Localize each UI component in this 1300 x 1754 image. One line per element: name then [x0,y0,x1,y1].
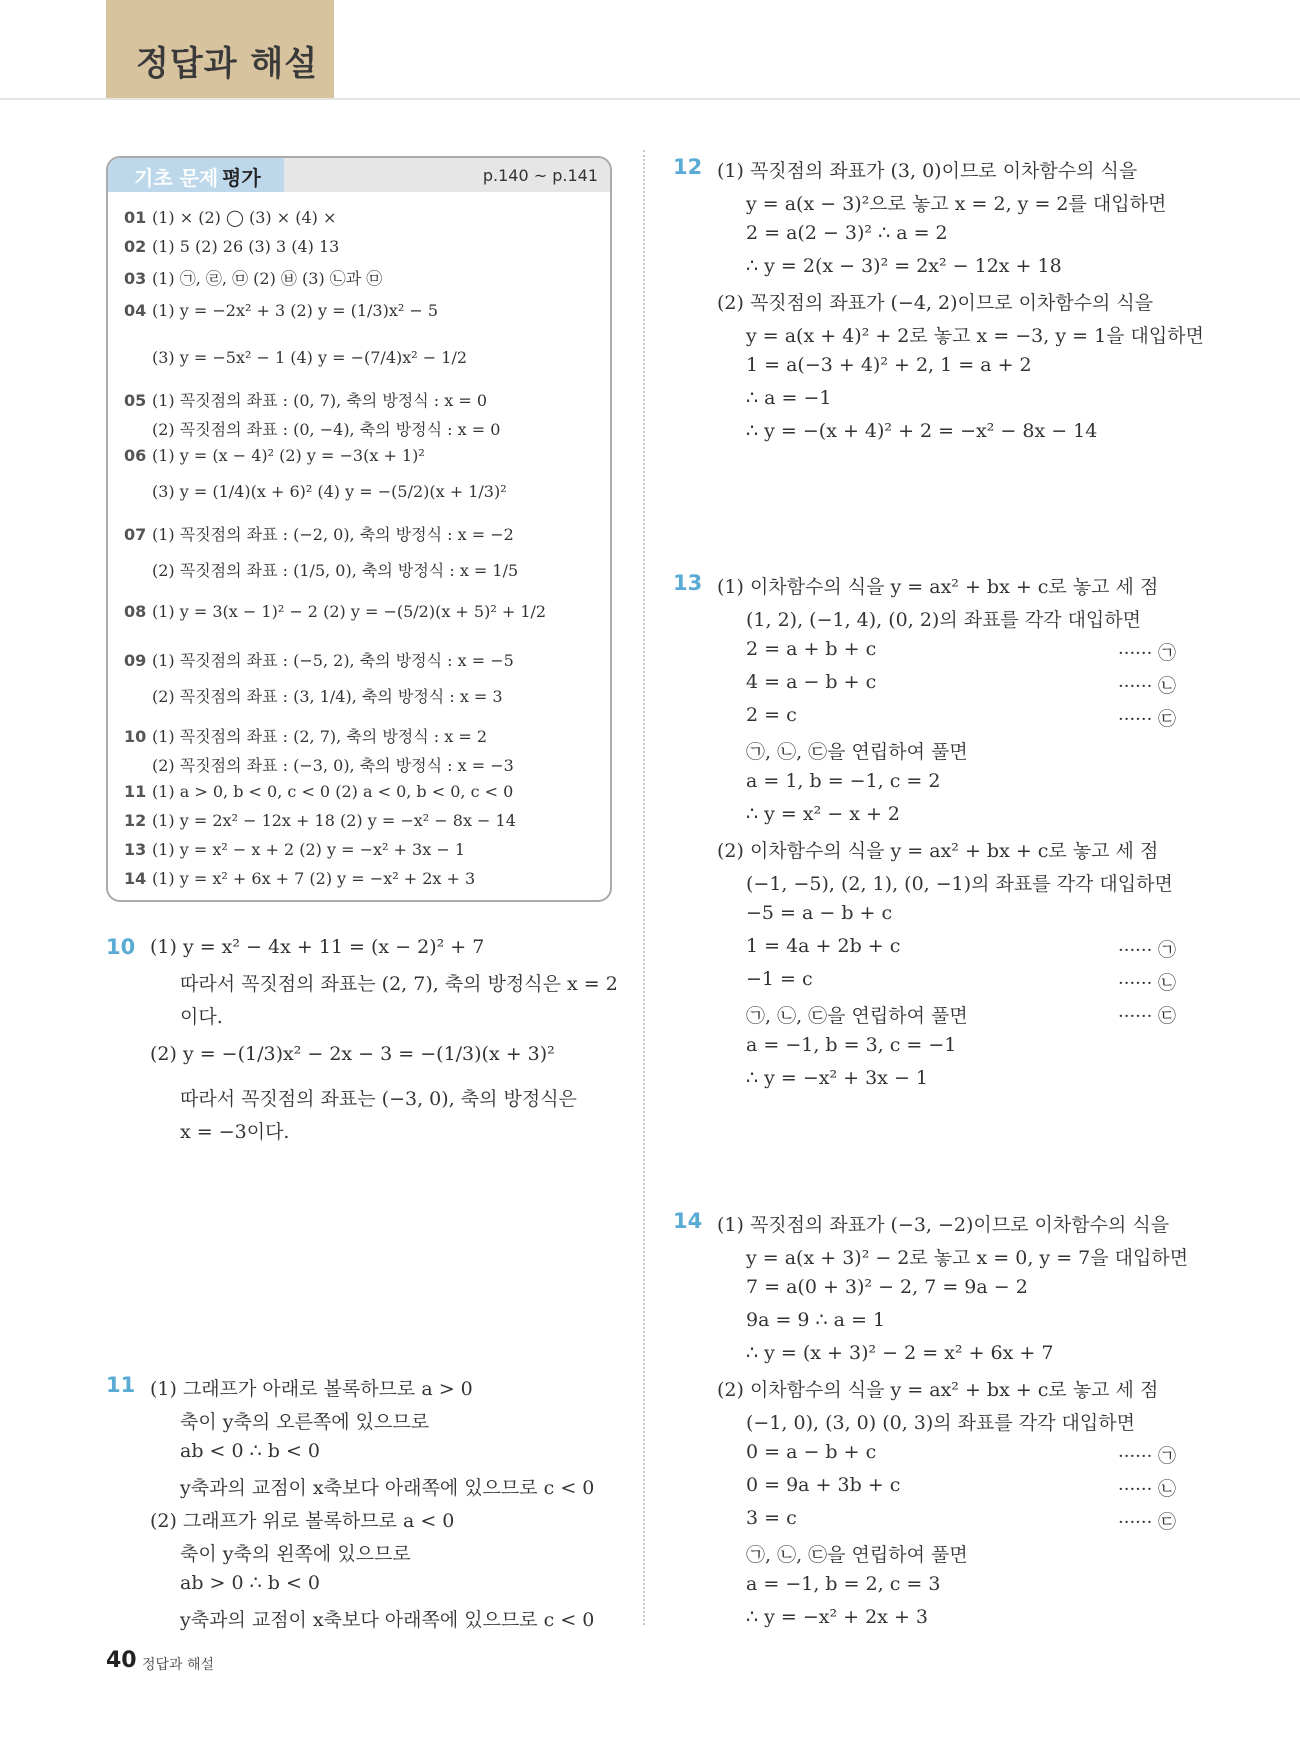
answer-01: 01 (1) × (2) ◯ (3) × (4) × [124,208,337,227]
q11-line: 축이 y축의 왼쪽에 있으므로 [180,1543,411,1565]
q13-line: a = 1, b = −1, c = 2 [746,770,941,792]
q14-line: y = a(x + 3)² − 2로 놓고 x = 0, y = 7을 대입하면 [746,1247,1189,1269]
q13-line: ∴ y = x² − x + 2 [746,803,900,825]
answer-box-title-main: 기초 문제 [134,166,219,190]
q10-line: x = −3이다. [180,1121,290,1143]
q13-line: a = −1, b = 3, c = −1 [746,1034,957,1056]
q12-line: (2) 꼭짓점의 좌표가 (−4, 2)이므로 이차함수의 식을 [717,292,1154,314]
q13-line: (2) 이차함수의 식을 y = ax² + bx + c로 놓고 세 점 [717,840,1159,862]
answer-box-title [108,158,284,192]
q14-equation-mark: ······ ㉠ [1118,1446,1177,1467]
q13-line: (1) 이차함수의 식을 y = ax² + bx + c로 놓고 세 점 [717,576,1159,598]
q13-line: (−1, −5), (2, 1), (0, −1)의 좌표를 각각 대입하면 [746,873,1173,895]
answer-07: 07 (1) 꼭짓점의 좌표 : (−2, 0), 축의 방정식 : x = −2 [124,525,514,544]
q11-line: ab < 0 ∴ b < 0 [180,1440,320,1462]
q13-line: 2 = c [746,704,797,726]
q12-line: 2 = a(2 − 3)² ∴ a = 2 [746,222,948,244]
q13-line: ㉠, ㉡, ㉢을 연립하여 풀면 [746,1005,968,1027]
answer-04-line2: (3) y = −5x² − 1 (4) y = −(7/4)x² − 1/2 [152,348,468,367]
q13-line: −5 = a − b + c [746,902,893,924]
answer-03: 03 (1) ㉠, ㉣, ㉤ (2) ㉥ (3) ㉡과 ㉤ [124,269,383,288]
q13-equation-mark: ······ ㉢ [1118,1006,1177,1027]
answer-10-line2: (2) 꼭짓점의 좌표 : (−3, 0), 축의 방정식 : x = −3 [152,756,514,775]
q14-line: 0 = a − b + c [746,1441,877,1463]
q14-line: (−1, 0), (3, 0) (0, 3)의 좌표를 각각 대입하면 [746,1412,1135,1434]
q11-line: 축이 y축의 오른쪽에 있으므로 [180,1411,430,1433]
q13-line: −1 = c [746,968,813,990]
q14-line: (1) 꼭짓점의 좌표가 (−3, −2)이므로 이차함수의 식을 [717,1214,1170,1236]
q10-line: 따라서 꼭짓점의 좌표는 (−3, 0), 축의 방정식은 [180,1088,577,1110]
question-10-number: 10 [106,935,136,959]
q13-line: (1, 2), (−1, 4), (0, 2)의 좌표를 각각 대입하면 [746,609,1141,631]
answer-11: 11 (1) a > 0, b < 0, c < 0 (2) a < 0, b < 0, c < 0 [124,782,514,801]
q11-line: (2) 그래프가 위로 볼록하므로 a < 0 [150,1510,455,1532]
answer-02: 02 (1) 5 (2) 26 (3) 3 (4) 13 [124,237,340,256]
answer-04: 04 (1) y = −2x² + 3 (2) y = (1/3)x² − 5 [124,301,439,320]
column-divider [643,150,645,1625]
q11-line: ab > 0 ∴ b < 0 [180,1572,320,1594]
q14-line: ㉠, ㉡, ㉢을 연립하여 풀면 [746,1544,968,1566]
q14-line: ∴ y = −x² + 2x + 3 [746,1606,929,1628]
q13-line: ∴ y = −x² + 3x − 1 [746,1067,929,1089]
q13-equation-mark: ······ ㉡ [1118,973,1177,994]
q12-line: (1) 꼭짓점의 좌표가 (3, 0)이므로 이차함수의 식을 [717,160,1138,182]
question-12-number: 12 [673,155,703,179]
header-divider [0,98,1300,100]
answer-summary-box [106,156,612,902]
q13-equation-mark: ······ ㉠ [1118,940,1177,961]
q13-line: 1 = 4a + 2b + c [746,935,901,957]
q14-line: ∴ y = (x + 3)² − 2 = x² + 6x + 7 [746,1342,1054,1364]
q14-line: a = −1, b = 2, c = 3 [746,1573,941,1595]
answer-05-line2: (2) 꼭짓점의 좌표 : (0, −4), 축의 방정식 : x = 0 [152,420,501,439]
answer-09: 09 (1) 꼭짓점의 좌표 : (−5, 2), 축의 방정식 : x = −5 [124,651,514,670]
answer-08: 08 (1) y = 3(x − 1)² − 2 (2) y = −(5/2)(x + 5)² + 1/2 [124,602,547,621]
q12-line: y = a(x + 4)² + 2로 놓고 x = −3, y = 1을 대입하면 [746,325,1204,347]
q12-line: 1 = a(−3 + 4)² + 2, 1 = a + 2 [746,354,1032,376]
q10-line: (1) y = x² − 4x + 11 = (x − 2)² + 7 [150,936,485,958]
answer-12: 12 (1) y = 2x² − 12x + 18 (2) y = −x² − 8x − 14 [124,811,516,830]
q14-equation-mark: ······ ㉢ [1118,1512,1177,1533]
q14-line: 3 = c [746,1507,797,1529]
q10-line: 따라서 꼭짓점의 좌표는 (2, 7), 축의 방정식은 x = 2 [180,973,618,995]
q10-line: (2) y = −(1/3)x² − 2x − 3 = −(1/3)(x + 3)² [150,1043,555,1065]
q11-line: (1) 그래프가 아래로 볼록하므로 a > 0 [150,1378,473,1400]
answer-box-title-sub: 평가 [222,166,261,190]
answer-06-line2: (3) y = (1/4)(x + 6)² (4) y = −(5/2)(x + 1/3)² [152,482,507,501]
answer-box-page-range: p.140 ~ p.141 [482,166,598,185]
q14-equation-mark: ······ ㉡ [1118,1479,1177,1500]
q12-line: ∴ a = −1 [746,387,832,409]
answer-05: 05 (1) 꼭짓점의 좌표 : (0, 7), 축의 방정식 : x = 0 [124,391,488,410]
question-14-number: 14 [673,1209,703,1233]
q11-line: y축과의 교점이 x축보다 아래쪽에 있으므로 c < 0 [180,1609,595,1631]
page-number: 40 [106,1648,137,1673]
question-13-number: 13 [673,571,703,595]
header-tab [106,0,334,98]
answer-09-line2: (2) 꼭짓점의 좌표 : (3, 1/4), 축의 방정식 : x = 3 [152,687,503,706]
header-title: 정답과 해설 [136,44,319,84]
q13-line: ㉠, ㉡, ㉢을 연립하여 풀면 [746,741,968,763]
q13-equation-mark: ······ ㉢ [1118,709,1177,730]
q13-line: 2 = a + b + c [746,638,877,660]
q11-line: y축과의 교점이 x축보다 아래쪽에 있으므로 c < 0 [180,1477,595,1499]
question-11-number: 11 [106,1373,136,1397]
answer-14: 14 (1) y = x² + 6x + 7 (2) y = −x² + 2x + 3 [124,869,476,888]
q13-line: 4 = a − b + c [746,671,877,693]
answer-10: 10 (1) 꼭짓점의 좌표 : (2, 7), 축의 방정식 : x = 2 [124,727,488,746]
footer-label: 정답과 해설 [142,1657,215,1673]
answer-13: 13 (1) y = x² − x + 2 (2) y = −x² + 3x − 1 [124,840,465,859]
q13-equation-mark: ······ ㉠ [1118,643,1177,664]
q12-line: ∴ y = −(x + 4)² + 2 = −x² − 8x − 14 [746,420,1098,442]
answer-box-header [108,158,610,192]
q14-line: 7 = a(0 + 3)² − 2, 7 = 9a − 2 [746,1276,1028,1298]
q13-equation-mark: ······ ㉡ [1118,676,1177,697]
q12-line: y = a(x − 3)²으로 놓고 x = 2, y = 2를 대입하면 [746,193,1167,215]
answer-07-line2: (2) 꼭짓점의 좌표 : (1/5, 0), 축의 방정식 : x = 1/5 [152,561,519,580]
q14-line: (2) 이차함수의 식을 y = ax² + bx + c로 놓고 세 점 [717,1379,1159,1401]
q10-line: 이다. [180,1006,223,1028]
answer-06: 06 (1) y = (x − 4)² (2) y = −3(x + 1)² [124,446,425,465]
q14-line: 9a = 9 ∴ a = 1 [746,1309,886,1331]
q12-line: ∴ y = 2(x − 3)² = 2x² − 12x + 18 [746,255,1062,277]
q14-line: 0 = 9a + 3b + c [746,1474,901,1496]
